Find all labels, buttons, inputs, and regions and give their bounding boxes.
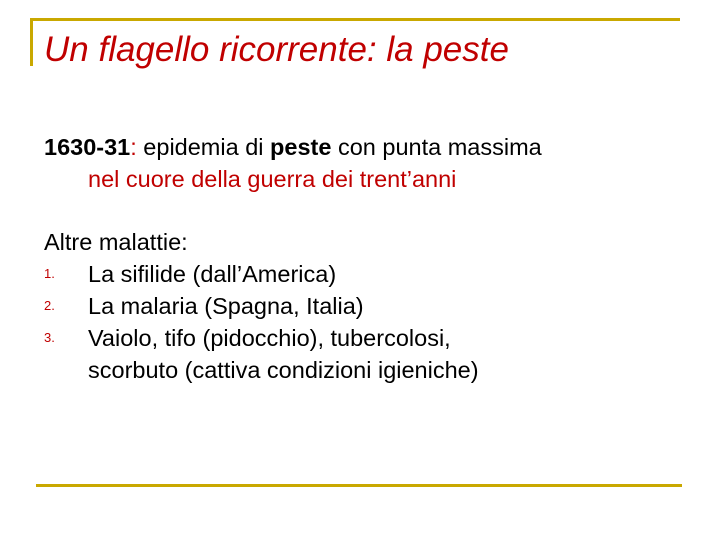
top-border xyxy=(30,18,680,21)
list-number: 2. xyxy=(44,298,55,313)
list-number: 3. xyxy=(44,330,55,345)
colon-text: : xyxy=(130,134,137,160)
plague-text-1: epidemia di xyxy=(136,134,271,160)
list-number: 1. xyxy=(44,266,55,281)
list-item xyxy=(44,290,704,322)
years-label: 1630-31 xyxy=(44,134,131,160)
plague-word: peste xyxy=(270,134,332,160)
left-border xyxy=(30,18,33,66)
diseases-list xyxy=(44,258,704,386)
bottom-border xyxy=(36,484,682,487)
list-item-text-continued: scorbuto (cattiva condizioni igieniche) xyxy=(88,357,479,383)
slide-body xyxy=(44,131,704,386)
slide-title: Un flagello ricorrente: la peste xyxy=(44,30,509,69)
list-item-text: La malaria (Spagna, Italia) xyxy=(88,293,364,319)
list-item-text: La sifilide (dall’America) xyxy=(88,261,337,287)
paragraph-plague xyxy=(44,131,704,163)
list-item xyxy=(44,258,704,290)
plague-line-2: nel cuore della guerra dei trent’anni xyxy=(88,166,457,192)
paragraph-diseases xyxy=(44,226,704,386)
diseases-heading: Altre malattie: xyxy=(44,229,188,255)
plague-text-2: con punta massima xyxy=(331,134,542,160)
list-item-text: Vaiolo, tifo (pidocchio), tubercolosi, xyxy=(88,325,451,351)
list-item xyxy=(44,322,704,386)
